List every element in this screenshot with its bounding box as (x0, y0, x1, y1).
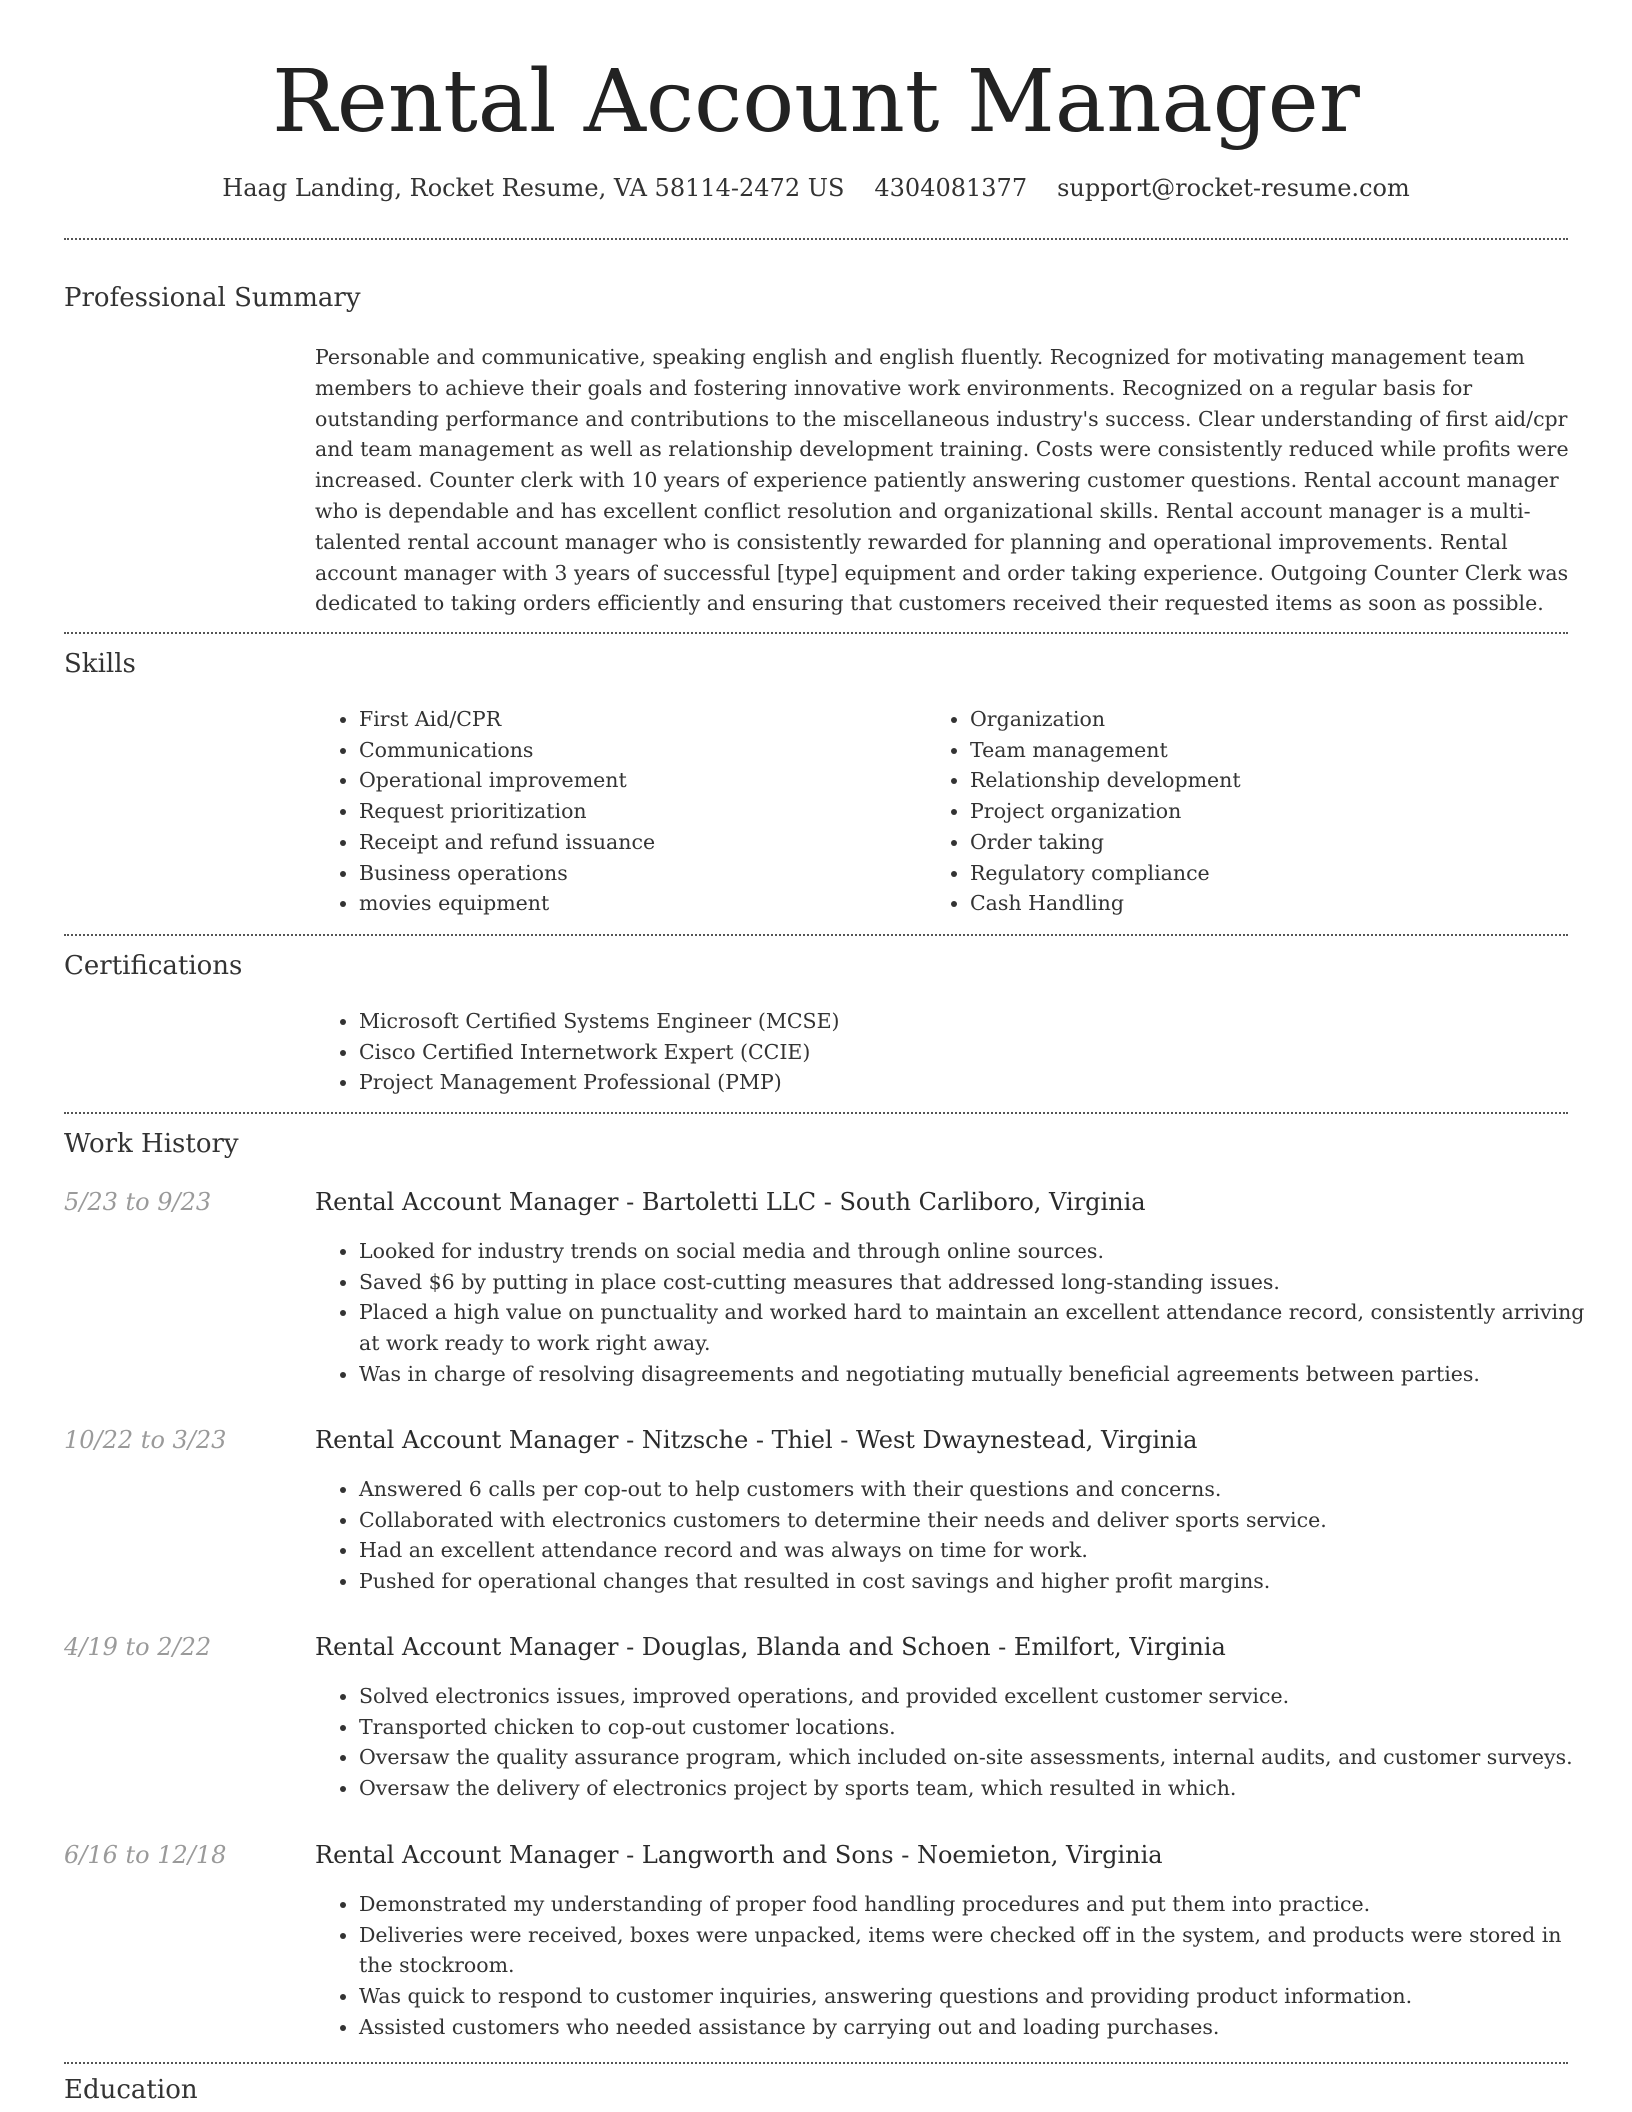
work-history-heading: Work History (64, 1129, 239, 1159)
contact-line (0, 172, 1632, 204)
skills-heading: Skills (64, 649, 136, 679)
skill-item: • Operational improvement (359, 765, 919, 796)
job-bullet: • Oversaw the quality assurance program, which included on-site assessments, internal audits, and customer surveys. (359, 1742, 1599, 1773)
job-bullet: • Looked for industry trends on social media and through online sources. (359, 1236, 1599, 1267)
job-bullet: • Had an excellent attendance record and was always on time for work. (359, 1535, 1599, 1566)
skill-item: • Relationship development (970, 765, 1570, 796)
job-bullet: • Collaborated with electronics customers to determine their needs and deliver sports service. (359, 1505, 1599, 1536)
job-bullet: • Was in charge of resolving disagreements and negotiating mutually beneficial agreements between parties. (359, 1359, 1599, 1390)
skills-list-left (315, 704, 919, 919)
certification-item: • Microsoft Certified Systems Engineer (MCSE) (359, 1006, 1559, 1037)
section-divider (64, 238, 1568, 240)
job-dates: 4/19 to 2/22 (64, 1633, 212, 1661)
job-bullet: • Answered 6 calls per cop-out to help customers with their questions and concerns. (359, 1474, 1599, 1505)
job-bullets (315, 1889, 1599, 2043)
skill-item: • Business operations (359, 858, 919, 889)
job-bullet: • Demonstrated my understanding of proper food handling procedures and put them into practice. (359, 1889, 1599, 1920)
job-dates: 6/16 to 12/18 (64, 1841, 227, 1869)
certification-item: • Cisco Certified Internetwork Expert (CCIE) (359, 1037, 1559, 1068)
skills-list-right (926, 704, 1570, 919)
contact-address: Haag Landing, Rocket Resume, VA 58114-2472 US (222, 174, 845, 202)
job-bullets (315, 1681, 1599, 1804)
job-title: Rental Account Manager - Douglas, Blanda and Schoen - Emilfort, Virginia (315, 1633, 1226, 1661)
job-bullet: • Saved $6 by putting in place cost-cutting measures that addressed long-standing issues. (359, 1267, 1599, 1298)
job-bullet: • Placed a high value on punctuality and worked hard to maintain an excellent attendance record, consistently arriving at work ready to work right away. (359, 1297, 1599, 1358)
job-title: Rental Account Manager - Nitzsche - Thiel - West Dwaynestead, Virginia (315, 1426, 1198, 1454)
skill-item: • Project organization (970, 796, 1570, 827)
section-divider (64, 632, 1568, 634)
job-bullet: • Was quick to respond to customer inquiries, answering questions and providing product information. (359, 1981, 1599, 2012)
skill-item: • Team management (970, 735, 1570, 766)
job-bullet: • Transported chicken to cop-out customer locations. (359, 1712, 1599, 1743)
skill-item: • Request prioritization (359, 796, 919, 827)
contact-phone: 4304081377 (874, 174, 1028, 202)
certifications-heading: Certifications (64, 951, 243, 981)
job-bullet: • Pushed for operational changes that resulted in cost savings and higher profit margins. (359, 1566, 1599, 1597)
job-bullets (315, 1474, 1599, 1597)
job-title: Rental Account Manager - Langworth and Sons - Noemieton, Virginia (315, 1841, 1163, 1869)
summary-heading: Professional Summary (64, 283, 361, 313)
skill-item: • Regulatory compliance (970, 858, 1570, 889)
summary-text: Personable and communicative, speaking english and english fluently. Recognized for motivating management team members to achieve their goals and fostering innovative work environments. Recognized on a regular basis for outstanding performance and contributions to the miscellaneous industry's success. Clear understanding of first aid/cpr and team management as well as relationship development training. Costs were consistently reduced while profits were increased. Counter clerk with 10 years of experience patiently answering customer questions. Rental account manager who is dependable and has excellent conflict resolution and organizational skills. Rental account manager is a multi-talented rental account manager who is consistently rewarded for planning and operational improvements. Rental account manager with 3 years of successful [type] equipment and order taking experience. Outgoing Counter Clerk was dedicated to taking orders efficiently and ensuring that customers received their requested items as soon as possible. (315, 345, 1569, 616)
candidate-name: Rental Account Manager (272, 52, 1360, 152)
skill-item: • Communications (359, 735, 919, 766)
certifications-list (315, 1006, 1559, 1098)
section-divider (64, 2062, 1568, 2064)
skill-item: • Order taking (970, 827, 1570, 858)
job-bullet: • Assisted customers who needed assistance by carrying out and loading purchases. (359, 2012, 1599, 2043)
certification-item: • Project Management Professional (PMP) (359, 1067, 1559, 1098)
job-title: Rental Account Manager - Bartoletti LLC - South Carliboro, Virginia (315, 1188, 1146, 1216)
section-divider (64, 934, 1568, 936)
education-heading: Education (64, 2075, 198, 2105)
section-divider (64, 1112, 1568, 1114)
job-bullet: • Oversaw the delivery of electronics project by sports team, which resulted in which. (359, 1773, 1599, 1804)
skill-item: • First Aid/CPR (359, 704, 919, 735)
job-dates: 10/22 to 3/23 (64, 1426, 227, 1454)
job-bullets (315, 1236, 1599, 1390)
job-bullet: • Deliveries were received, boxes were unpacked, items were checked off in the system, and products were stored in the stockroom. (359, 1920, 1599, 1981)
job-bullet: • Solved electronics issues, improved operations, and provided excellent customer service. (359, 1681, 1599, 1712)
skill-item: • Receipt and refund issuance (359, 827, 919, 858)
contact-email: support@rocket-resume.com (1057, 174, 1410, 202)
job-dates: 5/23 to 9/23 (64, 1188, 212, 1216)
skill-item: • Organization (970, 704, 1570, 735)
skill-item: • Cash Handling (970, 888, 1570, 919)
skill-item: • movies equipment (359, 888, 919, 919)
